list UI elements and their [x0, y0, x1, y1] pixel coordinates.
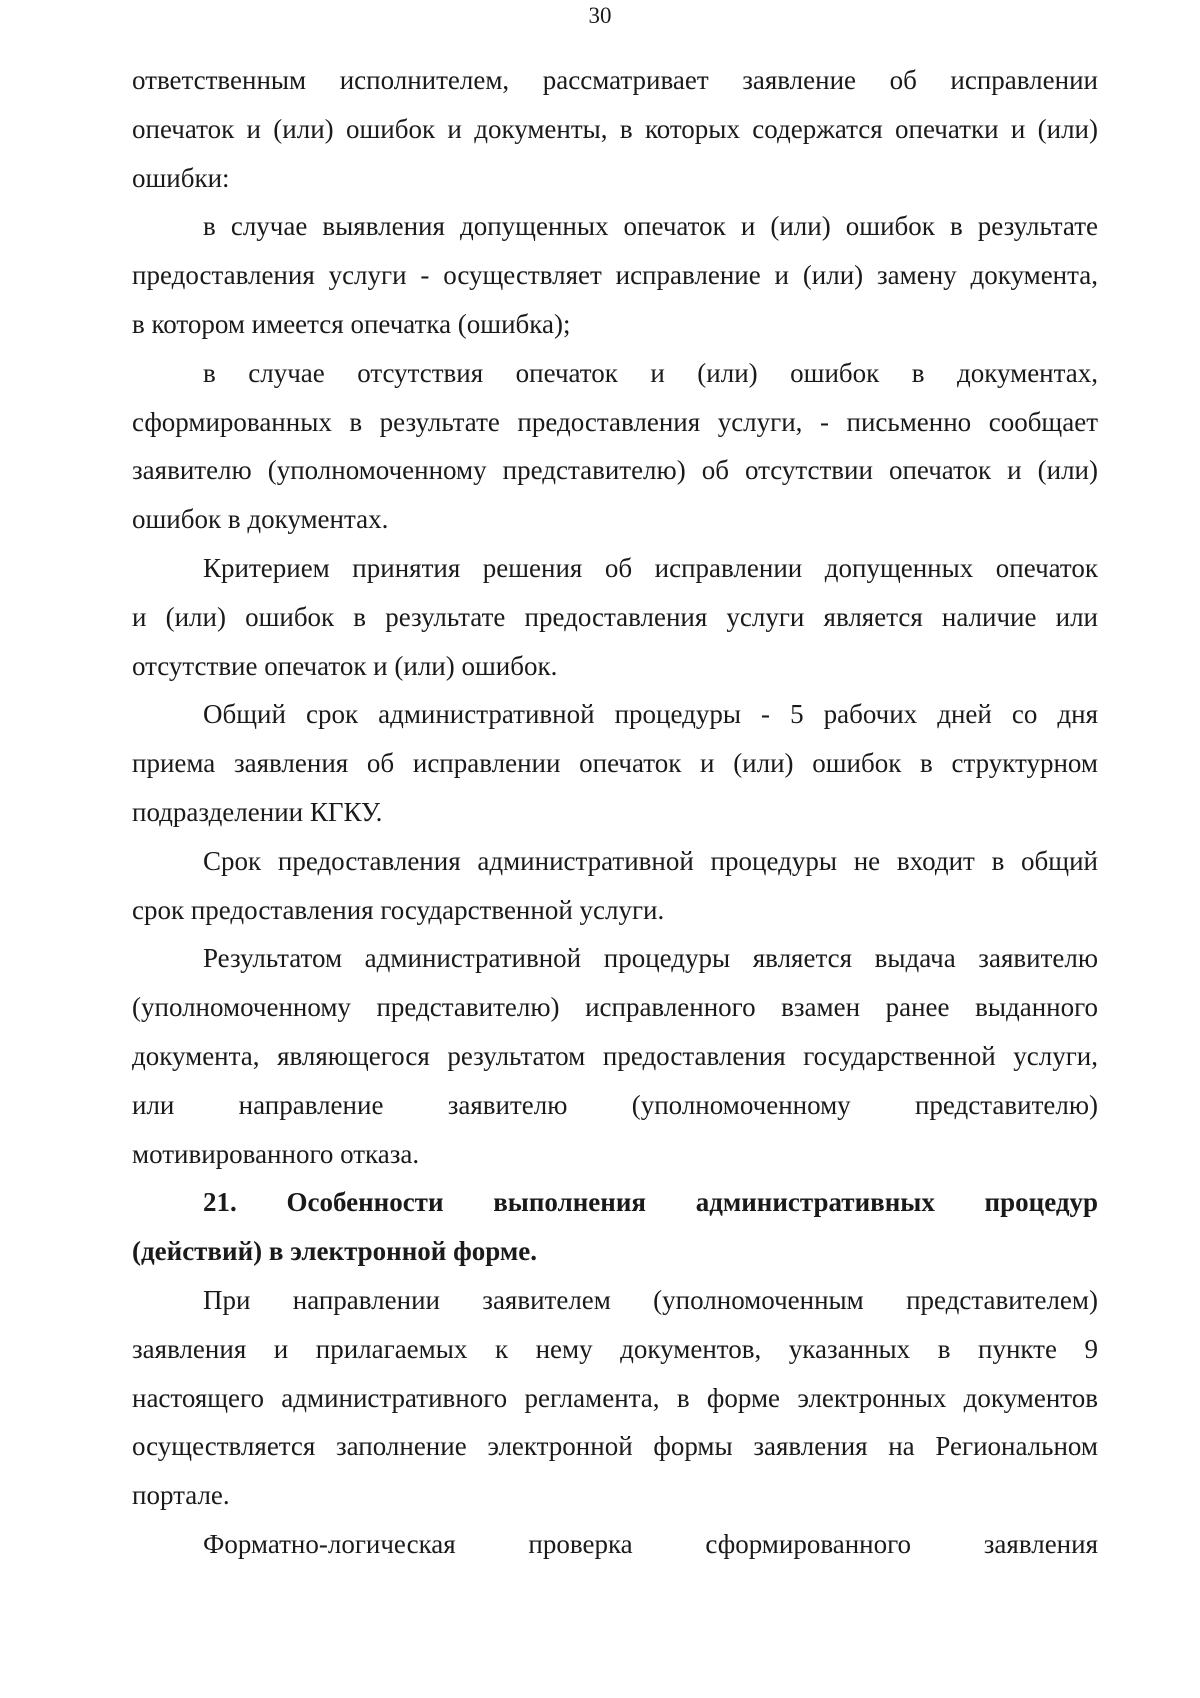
- text-line: срок предоставления государственной услуги.: [132, 894, 665, 925]
- text-line: (уполномоченному представителю) исправленного взамен ранее выданного: [132, 992, 1098, 1023]
- text-line: приема заявления об исправлении опечаток и (или) ошибок в структурном: [132, 748, 1098, 779]
- text-line: документа, являющегося результатом предоставления государственной услуги,: [132, 1040, 1098, 1071]
- text-line: осуществляется заполнение электронной формы заявления на Региональном: [132, 1431, 1098, 1462]
- paragraph-review-application: [132, 56, 1098, 202]
- text-line: предоставления услуги - осуществляет исправление и (или) замену документа,: [132, 260, 1098, 291]
- paragraph-procedure-result: [132, 934, 1098, 1178]
- text-line: заявителю (уполномоченному представителю) об отсутствии опечаток и (или): [132, 455, 1098, 486]
- page-number: 30: [588, 3, 612, 28]
- text-line: опечаток и (или) ошибок и документы, в которых содержатся опечатки и (или): [132, 113, 1098, 144]
- paragraph-format-logic-check: [132, 1520, 1098, 1569]
- text-line: в случае отсутствия опечаток и (или) ошибок в документах,: [203, 357, 1098, 388]
- heading-line: 21. Особенности выполнения административных процедур: [203, 1187, 1098, 1218]
- text-line: Результатом административной процедуры является выдача заявителю: [203, 943, 1098, 974]
- heading-line: (действий) в электронной форме.: [132, 1236, 538, 1267]
- text-line: Критерием принятия решения об исправлении допущенных опечаток: [203, 552, 1098, 583]
- text-line: и (или) ошибок в результате предоставления услуги является наличие или: [132, 601, 1098, 632]
- text-line: При направлении заявителем (уполномоченным представителем): [203, 1284, 1098, 1315]
- text-line: в котором имеется опечатка (ошибка);: [132, 308, 571, 339]
- text-line: заявления и прилагаемых к нему документов, указанных в пункте 9: [132, 1333, 1098, 1364]
- paragraph-errors-found: [132, 202, 1098, 348]
- text-line: отсутствие опечаток и (или) ошибок.: [132, 650, 558, 681]
- text-line: Общий срок административной процедуры - 5 рабочих дней со дня: [203, 699, 1098, 730]
- section-heading-21: [132, 1178, 1098, 1276]
- text-line: ошибки:: [132, 162, 230, 193]
- text-line: портале.: [132, 1480, 230, 1511]
- text-line: сформированных в результате предоставления услуги, - письменно сообщает: [132, 406, 1098, 437]
- text-line: или направление заявителю (уполномоченному представителю): [132, 1089, 1098, 1120]
- text-line: Форматно-логическая проверка сформированного заявления: [203, 1528, 1098, 1559]
- paragraph-electronic-submission: [132, 1276, 1098, 1520]
- paragraph-term-not-included: [132, 837, 1098, 935]
- text-line: ответственным исполнителем, рассматривает заявление об исправлении: [132, 65, 1098, 95]
- text-line: мотивированного отказа.: [132, 1138, 420, 1169]
- text-line: Срок предоставления административной процедуры не входит в общий: [203, 845, 1098, 876]
- document-body: [132, 56, 1098, 1569]
- paragraph-procedure-term: [132, 690, 1098, 836]
- paragraph-no-errors: [132, 349, 1098, 544]
- paragraph-decision-criterion: [132, 544, 1098, 690]
- text-line: настоящего административного регламента, в форме электронных документов: [132, 1382, 1098, 1413]
- text-line: ошибок в документах.: [132, 504, 389, 535]
- text-line: в случае выявления допущенных опечаток и (или) ошибок в результате: [203, 211, 1098, 242]
- text-line: подразделении КГКУ.: [132, 796, 383, 827]
